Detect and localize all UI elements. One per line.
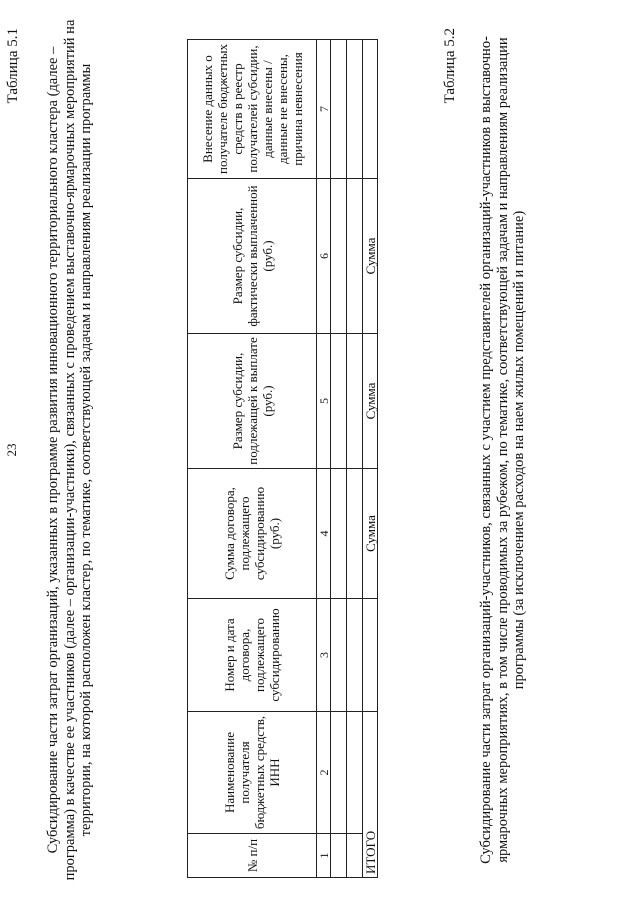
column-number-cell: 2	[317, 712, 331, 834]
table-5-1-caption: Субсидирование части затрат организаций, указанных в программе развития инновационного территориального кластера (далее – программа) в качестве ее участников (далее – организации-участники), связанных с проведением выставочно-ярмарочных мероприятий на территории, на которой расположен кластер, по тематике, соответствующей задачам и направлениям реализации программы	[45, 19, 94, 881]
column-number-cell: 3	[317, 599, 331, 712]
column-number-row	[317, 40, 331, 878]
column-number-cell: 4	[317, 469, 331, 599]
column-number-cell: 1	[317, 834, 331, 878]
table-row	[331, 40, 347, 878]
header-cell-contract-amount: Сумма договора, подлежащего субсидированию (руб.)	[188, 469, 317, 599]
total-cell: Сумма	[363, 179, 378, 334]
table-cell	[331, 40, 347, 179]
header-cell-recipient: Наименование получателя бюджетных средств, ИНН	[188, 712, 317, 834]
header-cell-subsidy-paid: Размер субсидии, фактически выплаченной (руб.)	[188, 179, 317, 334]
total-cell: Сумма	[363, 334, 378, 469]
table-cell	[331, 599, 347, 712]
header-cell-registry-entry: Внесение данных о получателе бюджетных средств в реестр получателей субсидии, данные внесены / данные не внесены, причина невнесения	[188, 40, 317, 179]
total-row	[363, 40, 378, 878]
table-cell	[347, 179, 363, 334]
table-cell	[331, 712, 347, 834]
table-row	[347, 40, 363, 878]
table-header-row	[188, 40, 317, 878]
total-cell	[363, 40, 378, 179]
table-cell	[331, 469, 347, 599]
table-cell	[347, 599, 363, 712]
table-5-2-label: Таблица 5.2	[442, 28, 458, 104]
header-cell-subsidy-payable: Размер субсидии, подлежащей к выплате (руб.)	[188, 334, 317, 469]
table-5-1	[187, 39, 378, 878]
table-cell	[347, 40, 363, 179]
total-cell	[363, 599, 378, 712]
total-cell: Сумма	[363, 469, 378, 599]
table-cell	[347, 834, 363, 878]
header-cell-number: № п/п	[188, 834, 317, 878]
table-cell	[347, 712, 363, 834]
table-cell	[347, 334, 363, 469]
column-number-cell: 7	[317, 40, 331, 179]
total-label: ИТОГО	[363, 712, 378, 878]
table-cell	[347, 469, 363, 599]
table-cell	[331, 334, 347, 469]
table-cell	[331, 179, 347, 334]
table-5-1-label: Таблица 5.1	[5, 28, 21, 104]
table-5-2-caption: Субсидирование части затрат организаций-участников, связанных с участием представителей организаций-участников в выставочно-ярмарочных мероприятиях, в том числе проводимых за рубежом, по тематике, соответствующей задачам и направлениям реализации программы (за исключением расходов на наем жилых помещений и питание)	[478, 36, 527, 864]
table-cell	[331, 834, 347, 878]
column-number-cell: 5	[317, 334, 331, 469]
page-number: 23	[4, 443, 19, 457]
column-number-cell: 6	[317, 179, 331, 334]
header-cell-contract-number-date: Номер и дата договора, подлежащего субсидированию	[188, 599, 317, 712]
